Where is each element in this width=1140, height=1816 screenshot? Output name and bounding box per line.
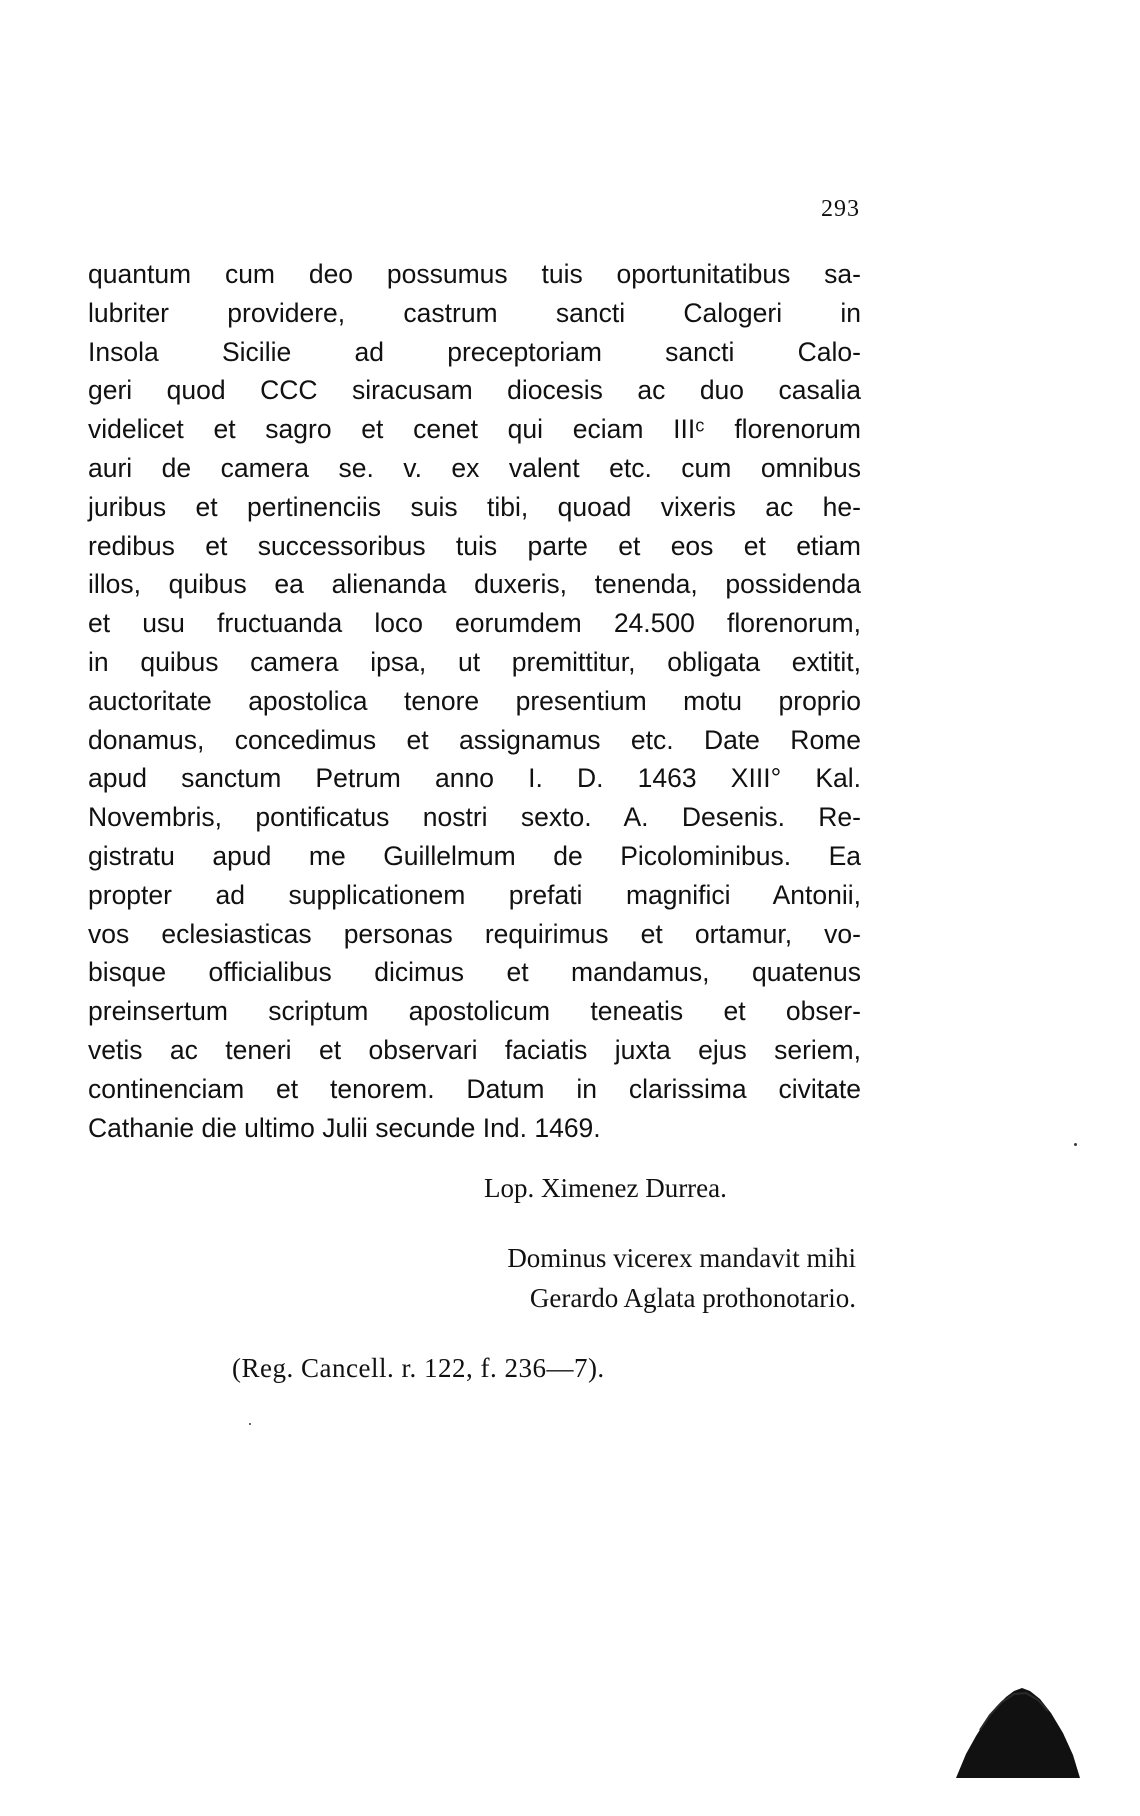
- text-line-18: vos eclesiasticas personas requirimus et ortamur, vo-: [88, 918, 861, 949]
- corner-mark-icon: [956, 1682, 1080, 1778]
- text-line-8: redibus et successoribus tuis parte et eos et etiam: [88, 530, 861, 561]
- text-line-1: quantum cum deo possumus tuis oportunitatibus sa-: [88, 259, 861, 289]
- text-line-3: Insola Sicilie ad preceptoriam sancti Calo-: [88, 336, 861, 367]
- text-line-21: vetis ac teneri et observari faciatis juxta ejus seriem,: [88, 1034, 861, 1065]
- notary-note-line-2: Gerardo Aglata prothonotario.: [529, 1283, 856, 1313]
- text-line-22: continenciam et tenorem. Datum in clarissima civitate: [88, 1073, 861, 1104]
- text-line-10: et usu fructuanda loco eorumdem 24.500 florenorum,: [88, 608, 861, 639]
- text-line-19: bisque officialibus dicimus et mandamus, quatenus: [88, 957, 861, 988]
- text-line-23: Cathanie die ultimo Julii secunde Ind. 1469.: [88, 1112, 601, 1143]
- archival-reference: (Reg. Cancell. r. 122, f. 236—7).: [232, 1353, 605, 1383]
- page-number: 293: [821, 196, 860, 222]
- text-line-9: illos, quibus ea alienanda duxeris, tenenda, possidenda: [88, 569, 861, 600]
- text-line-11: in quibus camera ipsa, ut premittitur, obligata extitit,: [88, 646, 861, 677]
- text-line-15: Novembris, pontificatus nostri sexto. A. Desenis. Re-: [88, 802, 861, 833]
- text-line-7: juribus et pertinenciis suis tibi, quoad vixeris ac he-: [88, 491, 861, 522]
- notary-note: [396, 1238, 856, 1318]
- scan-speck: [1074, 1143, 1077, 1146]
- text-line-13: donamus, concedimus et assignamus etc. Date Rome: [88, 724, 861, 755]
- text-line-20: preinsertum scriptum apostolicum teneatis et obser-: [88, 996, 861, 1027]
- text-line-4: geri quod CCC siracusam diocesis ac duo casalia: [88, 375, 861, 406]
- signature-line: Lop. Ximenez Durrea.: [484, 1173, 727, 1203]
- text-line-6: auri de camera se. v. ex valent etc. cum omnibus: [88, 452, 861, 483]
- text-line-16: gistratu apud me Guillelmum de Picolominibus. Ea: [88, 840, 861, 871]
- text-line-12: auctoritate apostolica tenore presentium motu proprio: [88, 685, 861, 716]
- text-line-17: propter ad supplicationem prefati magnifici Antonii,: [88, 879, 861, 910]
- notary-note-line-1: Dominus vicerex mandavit mihi: [507, 1243, 856, 1273]
- text-line-2: lubriter providere, castrum sancti Calogeri in: [88, 297, 861, 328]
- text-line-14: apud sanctum Petrum anno I. D. 1463 XIII° Kal.: [88, 763, 861, 794]
- scan-speck: [249, 1423, 251, 1425]
- body-text: [88, 255, 861, 1147]
- text-line-5: videlicet et sagro et cenet qui eciam IIIᶜ florenorum: [88, 414, 861, 445]
